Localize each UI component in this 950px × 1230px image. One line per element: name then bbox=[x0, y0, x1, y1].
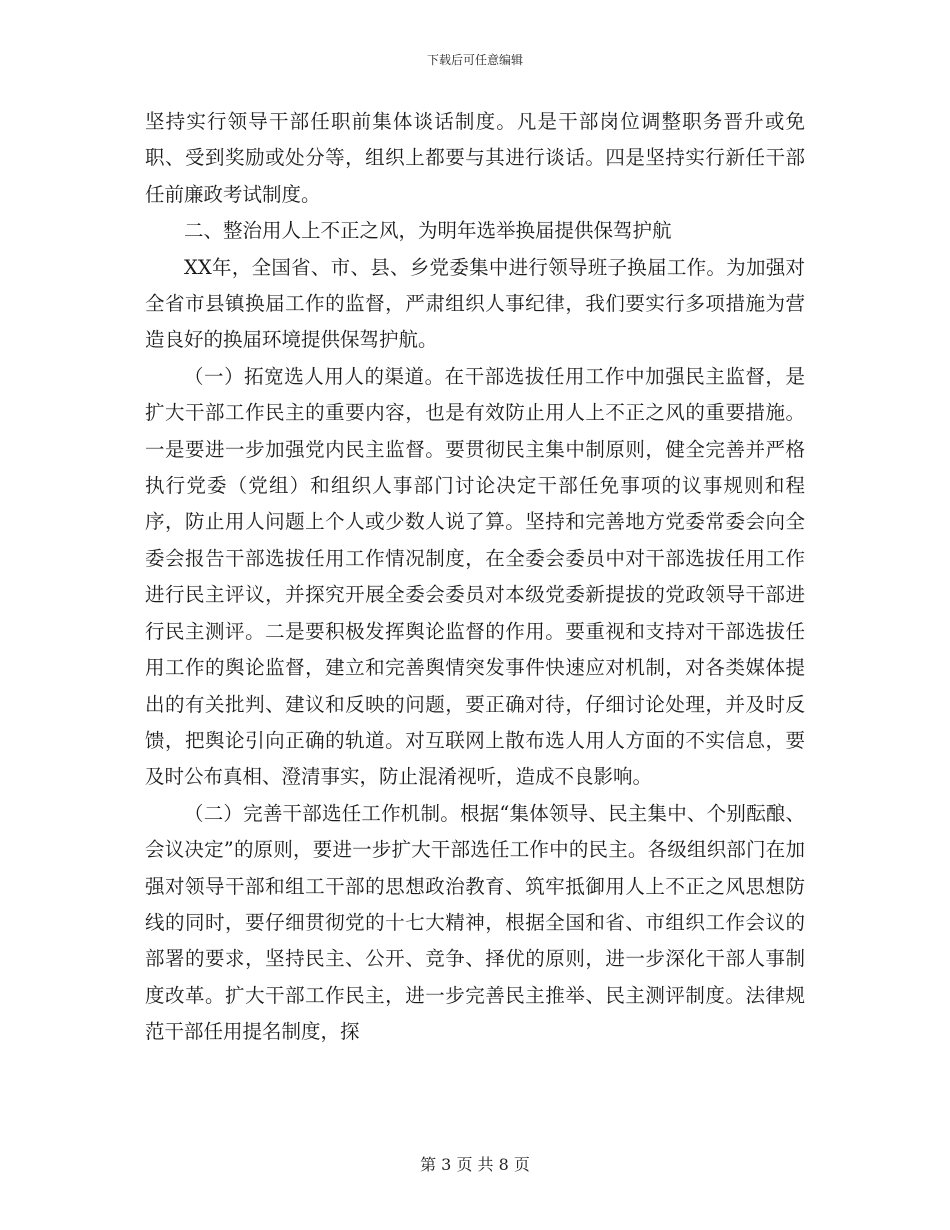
paragraph-4: （一）拓宽选人用人的渠道。在干部选拔任用工作中加强民主监督，是扩大干部工作民主的重要内容，也是有效防止用人上不正之风的重要措施。一是要进一步加强党内民主监督。要贯彻民主集中制原则，健全完善并严格执行党委（党组）和组织人事部门讨论决定干部任免事项的议事规则和程序，防止用人问题上个人或少数人说了算。坚持和完善地方党委常委会向全委会报告干部选拔任用工作情况制度，在全委会委员中对干部选拔任用工作进行民主评议，并探究开展全委会委员对本级党委新提拔的党政领导干部进行民主测评。二是要积极发挥舆论监督的作用。要重视和支持对干部选拔任用工作的舆论监督，建立和完善舆情突发事件快速应对机制，对各类媒体提出的有关批判、建议和反映的问题，要正确对待，仔细讨论处理，并及时反馈，把舆论引向正确的轨道。对互联网上散布选人用人方面的不实信息，要及时公布真相、澄清事实，防止混淆视听，造成不良影响。 bbox=[145, 364, 805, 789]
section-heading: 二、整治用人上不正之风，为明年选举换届提供保驾护航 bbox=[184, 219, 672, 243]
page-header: 下载后可任意编辑 bbox=[426, 53, 523, 67]
page-footer: 第 3 页 共 8 页 bbox=[420, 1155, 530, 1174]
paragraph-5: （二）完善干部选任工作机制。根据“集体领导、民主集中、个别酝酿、会议决定”的原则，要进一步扩大干部选任工作中的民主。各级组织部门在加强对领导干部和组工干部的思想政治教育、筑牢抵御用人上不正之风思想防线的同时，要仔细贯彻党的十七大精神，根据全国和省、市组织工作会议的部署的要求，坚持民主、公开、竞争、择优的原则，进一步深化干部人事制度改革。扩大干部工作民主，进一步完善民主推举、民主测评制度。法律规范干部任用提名制度，探 bbox=[145, 801, 805, 1044]
document-body bbox=[145, 104, 805, 1051]
paragraph-1: 坚持实行领导干部任职前集体谈话制度。凡是干部岗位调整职务晋升或免职、受到奖励或处分等，组织上都要与其进行谈话。四是坚持实行新任干部任前廉政考试制度。 bbox=[145, 110, 805, 206]
paragraph-3: XX年，全国省、市、县、乡党委集中进行领导班子换届工作。为加强对全省市县镇换届工作的监督，严肃组织人事纪律，我们要实行多项措施为营造良好的换届环境提供保驾护航。 bbox=[145, 255, 805, 352]
